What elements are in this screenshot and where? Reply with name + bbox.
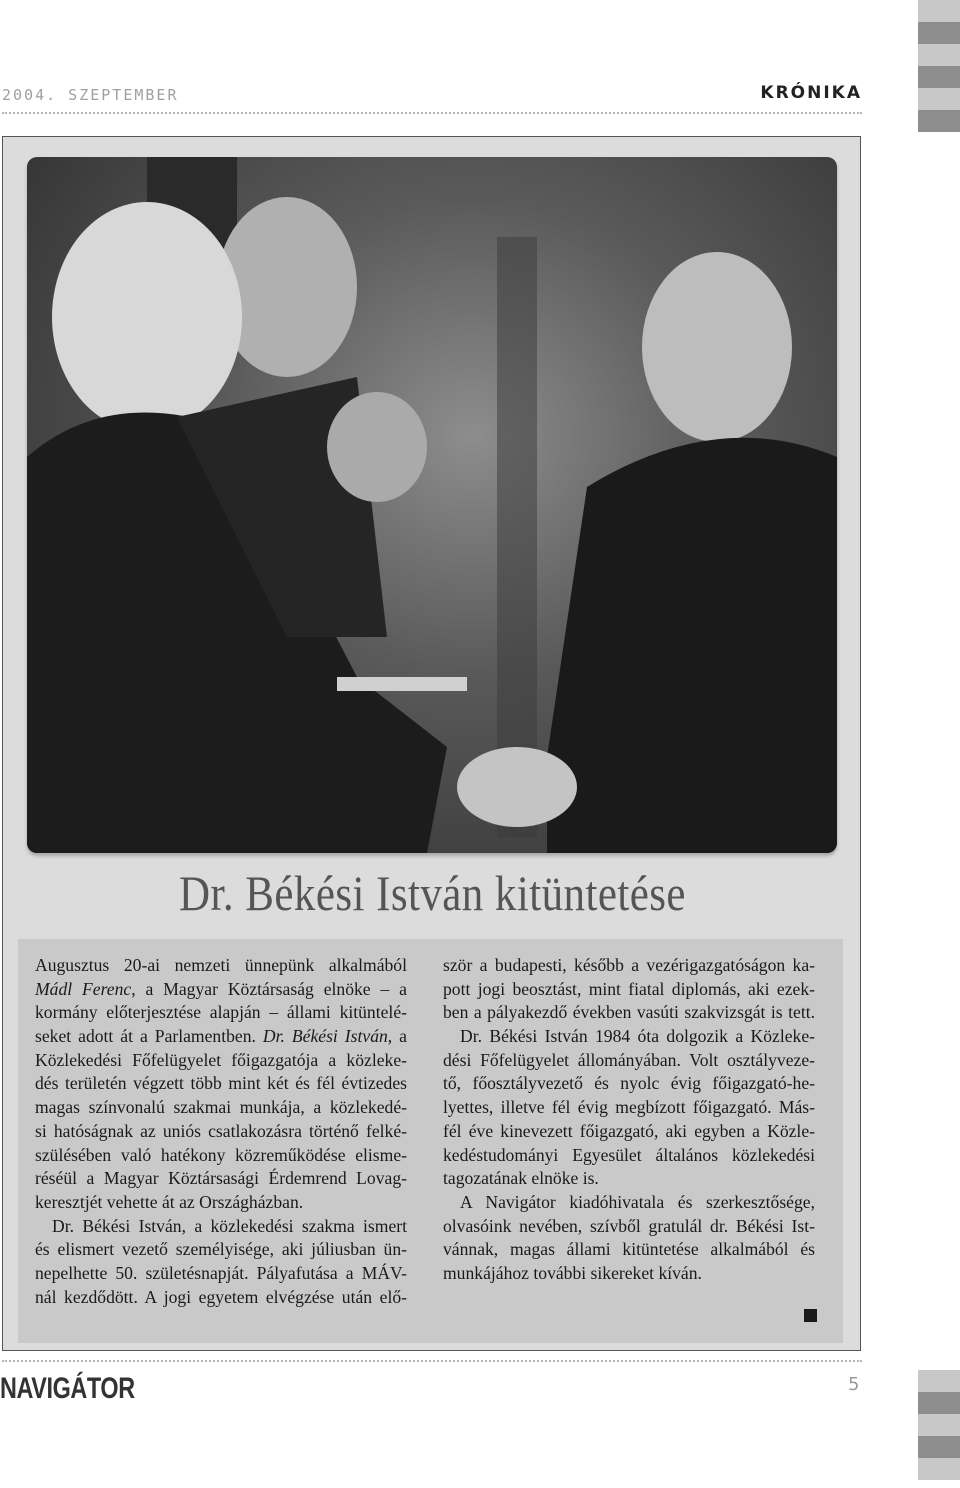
text-segment: és elismert vezető személyisége, aki júliusban ün- [35,1239,407,1260]
article-body [18,939,843,1343]
italic-name: Mádl Ferenc [35,978,132,999]
text-line [443,1072,815,1096]
text-segment: dés területén végzett több mint két és fél évtizedes [35,1073,407,1094]
footer-divider [2,1360,862,1362]
magazine-logo: NAVIGÁTOR [0,1372,135,1405]
side-color-tabs-bottom [918,1370,960,1480]
side-color-tabs-top [918,0,960,132]
text-line [443,1120,815,1144]
text-segment: keresztjét vehette át az Országházban. [35,1191,304,1212]
article-title: Dr. Békési István kitüntetése [179,865,686,921]
text-line [35,1144,407,1168]
text-line [443,954,815,978]
text-segment: pott jogi beosztást, mint fiatal diplomás, aki ezek- [443,978,815,999]
text-line [35,1286,407,1310]
text-line [443,1215,815,1239]
text-segment: ben a pályakezdő években vasúti szakvizsgát is tett. [443,1002,815,1023]
text-line [35,1191,407,1215]
italic-name: Dr. Békési István [262,1026,388,1047]
handshake-photo-illustration [27,157,837,853]
text-line [443,1096,815,1120]
text-segment: Közlekedési Főfelügyelet főigazgatója a közleke- [35,1049,407,1070]
text-segment: lyettes, illetve fél évig megbízott főigazgató. Más- [443,1097,815,1118]
text-segment: , a [387,1026,407,1047]
text-segment: tő, főosztályvezető és nyolc évig főigazgató-he- [443,1073,815,1094]
text-line [443,1238,815,1262]
text-segment: , a Magyar Köztársaság elnöke – a [131,978,407,999]
text-line [35,1238,407,1262]
text-line [35,954,407,978]
text-line [443,1001,815,1025]
text-line [443,1191,815,1215]
text-segment: vánnak, magas állami kitüntetése alkalmából és [443,1239,815,1260]
issue-date: 2004. SZEPTEMBER [2,86,179,104]
section-title: KRÓNIKA [760,83,862,103]
text-line [35,1096,407,1120]
text-segment: nepelhette 50. születésnapját. Pályafutása a MÁV- [35,1262,407,1283]
text-segment: tagozatának elnöke is. [443,1168,599,1189]
left-column [35,954,407,1309]
text-segment: olvasóink nevében, szívből gratulál dr. Békési Ist- [443,1215,815,1236]
page-header [2,82,862,114]
text-line [35,1072,407,1096]
text-line [35,1262,407,1286]
text-line [443,1167,815,1191]
text-line [443,978,815,1002]
text-segment: munkájához további sikereket kíván. [443,1262,702,1283]
text-segment: szülésében való hatékony közreműködése elisme- [35,1144,407,1165]
page-number: 5 [848,1374,860,1395]
text-line [35,1025,407,1049]
text-line [443,1262,815,1286]
text-line [35,1120,407,1144]
text-segment: kormány előterjesztése alapján – állami kitüntelé- [35,1002,407,1023]
right-column [443,954,815,1286]
article-photo [27,157,837,853]
article-frame [2,136,861,1351]
text-segment: Dr. Békési István 1984 óta dolgozik a Közleke- [460,1026,815,1047]
text-line [35,1215,407,1239]
text-segment: ször a budapesti, később a vezérigazgatóságon ka- [443,955,815,975]
text-segment: magas színvonalú szakmai munkája, a közlekedé- [35,1097,407,1118]
text-segment: Dr. Békési István, a közlekedési szakma ismert [52,1215,407,1236]
text-segment: fél éve kinevezett főigazgató, aki egyben a Közle- [443,1120,815,1141]
end-of-article-mark [804,1309,817,1322]
text-segment: nál kezdődött. A jogi egyetem elvégzése után elő- [35,1286,407,1307]
text-line [35,1049,407,1073]
text-line [443,1025,815,1049]
text-segment: kedéstudományi Egyesület általános közlekedési [443,1144,815,1165]
text-segment: Augusztus 20-ai nemzeti ünnepünk alkalmából [35,955,407,975]
text-segment: dési Főfelügyelet állományában. Volt osztályveze- [443,1049,815,1070]
text-line [443,1144,815,1168]
text-line [35,978,407,1002]
text-segment: seket adott át a Parlamentben. [35,1026,263,1047]
text-segment: A Navigátor kiadóhivatala és szerkesztősége, [460,1191,815,1212]
text-segment: si hatóságnak az uniós csatlakozásra történő felké- [35,1120,407,1141]
text-line [35,1167,407,1191]
text-line [443,1049,815,1073]
text-line [35,1001,407,1025]
text-segment: réséül a Magyar Köztársasági Érdemrend Lovag- [35,1168,407,1189]
